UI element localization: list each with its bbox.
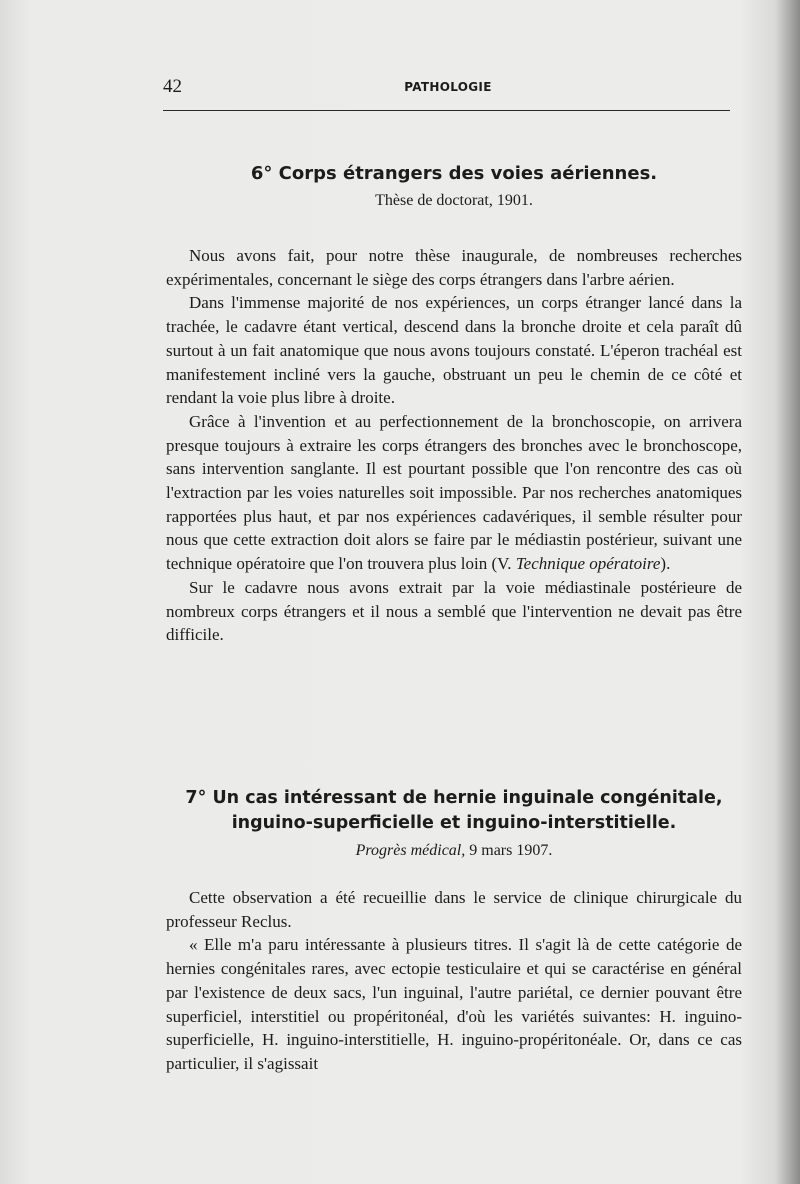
paragraph: Cette observation a été recueillie dans le service de clinique chirurgicale du professeur Reclus. [166,888,742,931]
section-7-heading [166,786,742,862]
reference-close: ). [660,554,671,574]
page-number: 42 [163,76,182,97]
running-title: PATHOLOGIE [404,80,492,94]
section-6-body [166,244,742,647]
section-7-body [166,886,742,1076]
italic-reference: Technique opératoire [515,554,661,574]
paragraph-text: Grâce à l'invention et au perfectionnement de la bronchoscopie, on arrivera presque toujours à extraire les corps étrangers des bronches avec le bronchoscope, sans intervention sanglante. Il est pourtant possible que l'on rencontre des cas où l'extraction par les voies naturelles soit impossible. Par nos recherches anatomiques rapportées plus haut, et par nos expériences cadavériques, il semble résulter pour nous que cette extraction doit alors se faire par le médiastin postérieur, suivant une technique opératoire que l'on trouvera plus loin (V. [166,411,742,574]
section-title: 6° Corps étrangers des voies aériennes. [250,163,658,184]
paragraph: Dans l'immense majorité de nos expériences, un corps étranger lancé dans la trachée, le cadavre étant vertical, descend dans la bronche droite et cela paraît dû surtout à un fait anatomique que nous avons toujours constaté. L'éperon trachéal est manifestement incliné vers la gauche, obstruant un peu le chemin de ce côté et rendant la voie plus libre à droite. [166,293,742,408]
paragraph: « Elle m'a paru intéressante à plusieurs titres. Il s'agit là de cette catégorie de hernies congénitales rares, avec ectopie testiculaire et qui se caractérise en général par l'existence de deux sacs, l'un inguinal, l'autre pariétal, ce dernier pouvant être superficiel, interstitiel ou propéritonéal, d'où les variétés suivantes: H. inguino-superficielle, H. inguino-interstitielle, H. inguino-propéritonéale. Or, dans ce cas particulier, il s'agissait [166,935,742,1073]
publication-date: 9 mars 1907. [465,842,553,859]
paragraph: Nous avons fait, pour notre thèse inaugurale, de nombreuses recherches expérimentales, concernant le siège des corps étrangers dans l'arbre aérien. [166,246,742,289]
paragraph [166,410,742,576]
paragraph: Sur le cadavre nous avons extrait par la voie médiastinale postérieure de nombreux corps étrangers et il nous a semblé que l'intervention ne devait pas être difficile. [166,577,742,645]
section-source: Thèse de doctorat, 1901. [375,192,533,209]
header-rule [163,110,730,111]
journal-name: Progrès médical, [355,842,466,859]
section-title-line-2: inguino-superficielle et inguino-interstitielle. [231,813,677,833]
running-head [163,76,733,98]
section-source [166,840,742,862]
section-title-line-1: 7° Un cas intéressant de hernie inguinale congénitale, [185,788,723,808]
section-6-heading [166,161,742,212]
